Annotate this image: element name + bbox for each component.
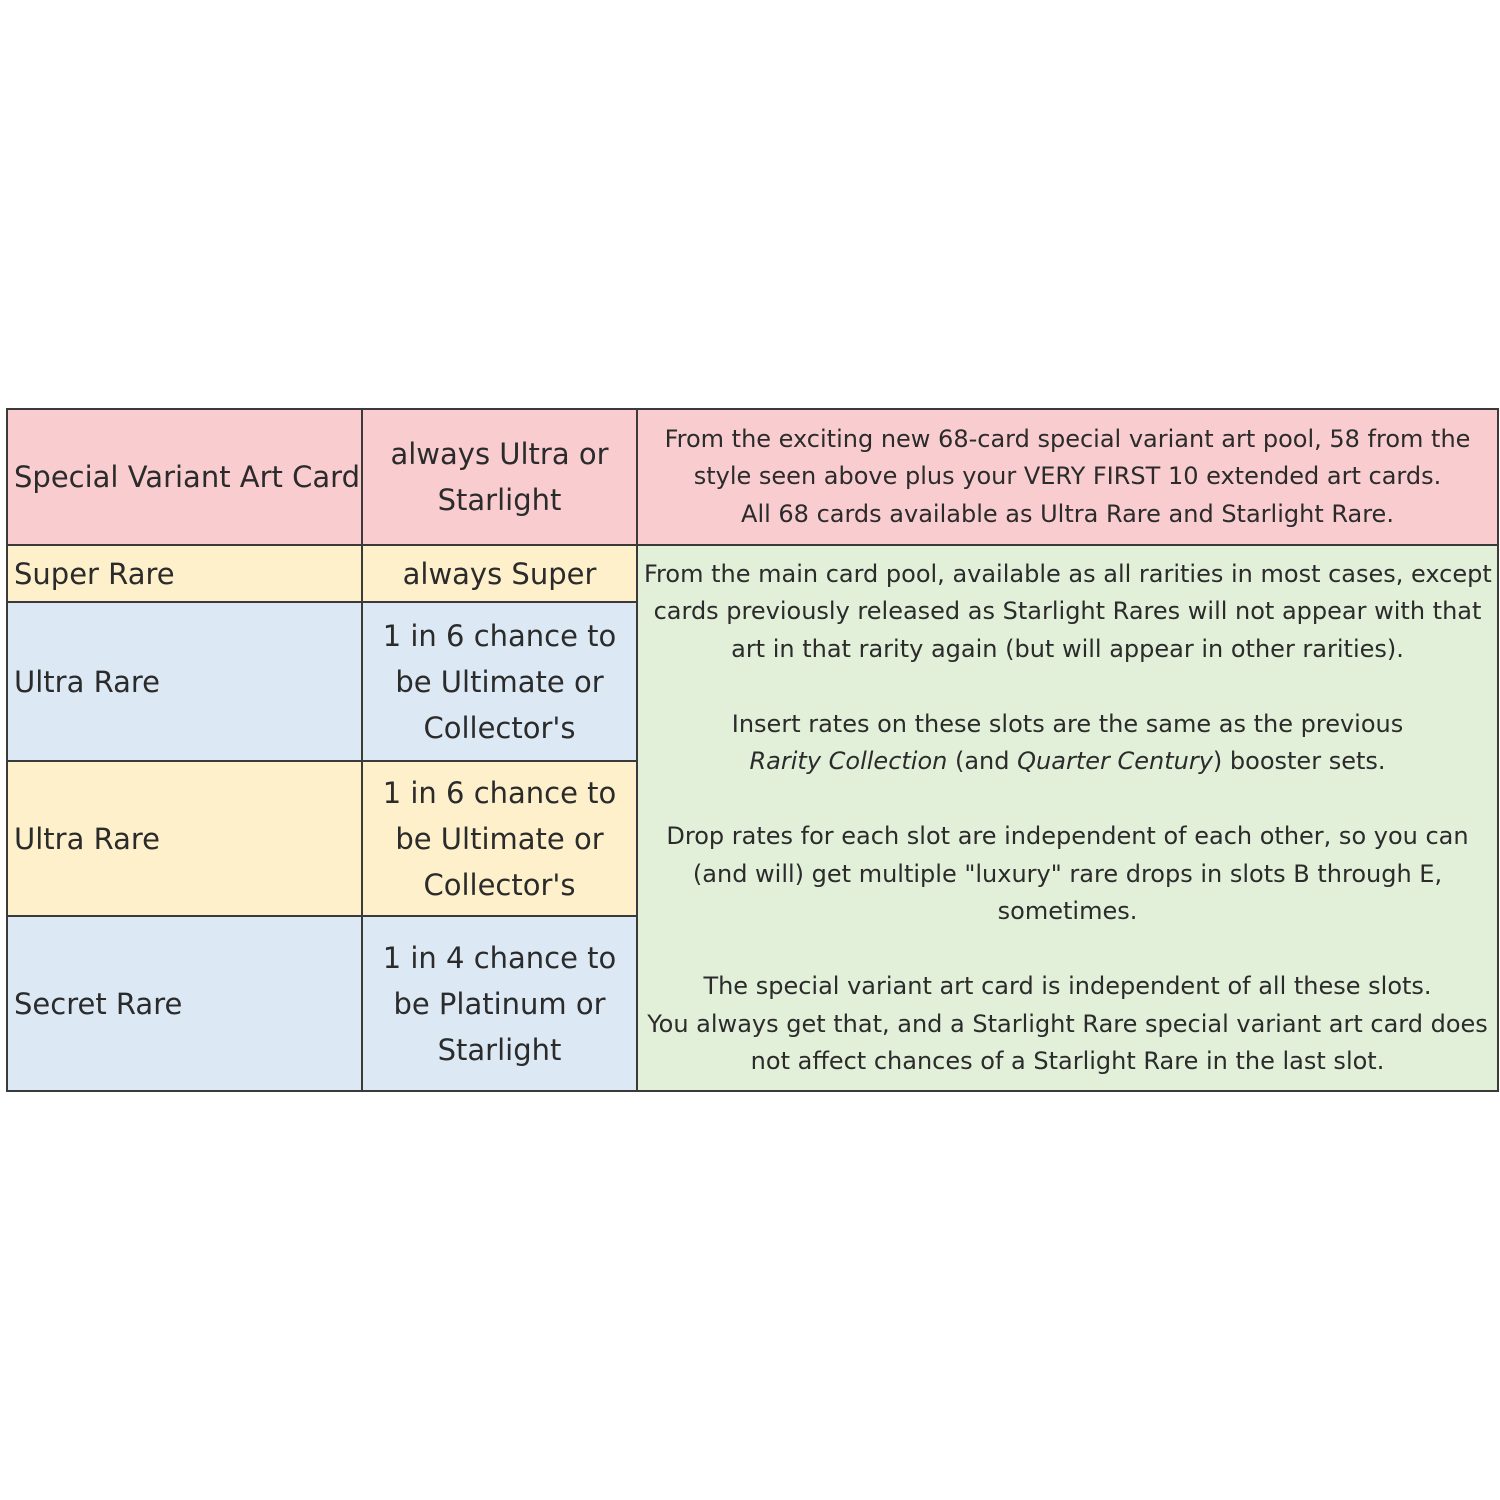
card-type-label: Ultra Rare [14,664,160,699]
chance-line: always Super [402,556,597,591]
note-line: The special variant art card is independent of all these slots. [703,972,1432,1000]
set-title-rarity-collection: Rarity Collection [749,747,948,775]
chance-line: always Ultra or [390,437,609,471]
note-line: style seen above plus your VERY FIRST 10 extended art cards. [693,462,1442,491]
chance-line: Starlight [437,483,562,517]
chance-line: be Platinum or [393,986,606,1021]
chance-cell [362,602,637,761]
chance-line: 1 in 6 chance to [382,775,617,810]
paragraph-gap [644,668,1491,706]
chance-cell [362,761,637,916]
card-type-cell [7,761,362,916]
chance-line: 1 in 6 chance to [382,618,617,653]
note-fragment: (and [947,747,1018,775]
note-line: art in that rarity again (but will appear in other rarities). [731,634,1404,663]
note-line: From the main card pool, available as all rarities in most cases, except [644,559,1492,588]
card-type-label: Ultra Rare [14,821,160,856]
chance-line: Collector's [423,867,576,902]
chance-cell [362,916,637,1091]
note-fragment: ) booster sets. [1212,747,1386,775]
chance-line: Starlight [437,1032,562,1067]
note-line: (and will) get multiple "luxury" rare drops in slots B through E, [692,859,1443,888]
chance-line: be Ultimate or [395,821,604,856]
note-line: sometimes. [997,897,1138,925]
note-line: You always get that, and a Starlight Rare special variant art card does [647,1009,1488,1038]
table-row [7,409,1498,545]
note-line: From the exciting new 68-card special variant art pool, 58 from the [664,424,1471,453]
paragraph-gap [644,931,1491,969]
chance-cell [362,409,637,545]
note-line: Drop rates for each slot are independent of each other, so you can [666,822,1469,850]
card-type-label: Secret Rare [14,986,183,1021]
note-line: Insert rates on these slots are the same as the previous [731,709,1404,738]
note-line: not affect chances of a Starlight Rare in the last slot. [750,1047,1385,1075]
table-row [7,545,1498,602]
note-line-with-titles [644,743,1491,781]
note-line: All 68 cards available as Ultra Rare and Starlight Rare. [741,499,1394,528]
chance-cell [362,545,637,602]
card-type-label: Special Variant Art Card [14,460,360,494]
chance-line: be Ultimate or [395,664,604,699]
rarity-table [6,408,1499,1092]
paragraph-gap [644,781,1491,819]
chance-line: Collector's [423,710,576,745]
special-variant-notes [637,409,1498,545]
card-type-cell [7,409,362,545]
note-line: cards previously released as Starlight Rares will not appear with that [653,597,1482,625]
main-pool-notes [637,545,1498,1091]
set-title-quarter-century: Quarter Century [1017,747,1213,775]
card-type-cell [7,602,362,761]
card-type-cell [7,916,362,1091]
card-type-cell [7,545,362,602]
chance-line: 1 in 4 chance to [382,940,617,975]
card-type-label: Super Rare [14,556,175,591]
